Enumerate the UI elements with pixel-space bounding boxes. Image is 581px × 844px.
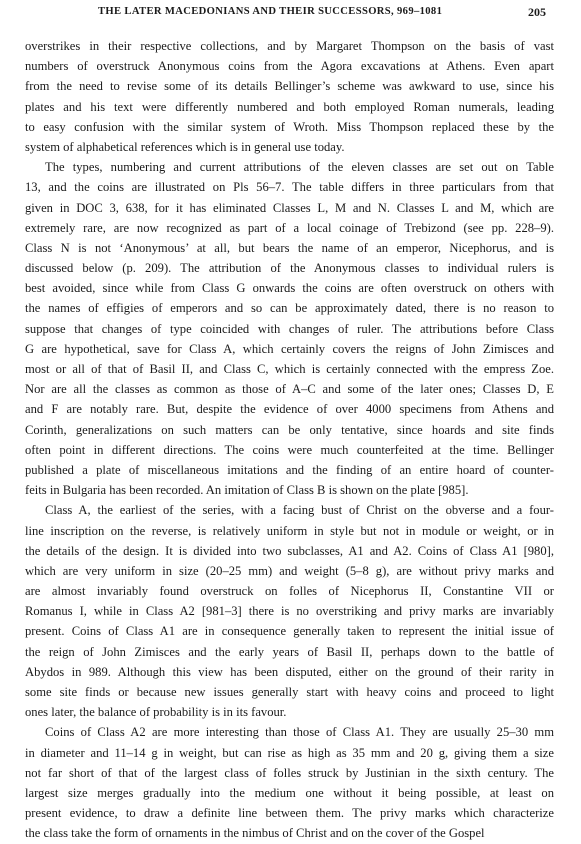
text-line: largest size merges gradually into the medium one without it being possible, at least on bbox=[25, 785, 554, 800]
text-line: from the need to revise some of its details Bellinger’s scheme was awkward to use, since his bbox=[25, 79, 554, 94]
text-line: present evidence, to draw a definite line between them. The privy marks which characterize bbox=[25, 806, 554, 821]
text-line: Coins of Class A2 are more interesting than those of Class A1. They are usually 25–30 mm bbox=[45, 725, 554, 740]
text-line: not far short of that of the largest class of folles struck by Justinian in the sixth century. The bbox=[25, 765, 554, 780]
text-line: discussed below (p. 209). The attribution of the Anonymous classes to individual rulers is bbox=[25, 261, 554, 276]
text-line: in diameter and 11–14 g in weight, but can rise as high as 35 mm and 20 g, giving them a size bbox=[25, 745, 554, 760]
text-line: ones later, the balance of probability is in its favour. bbox=[25, 705, 287, 720]
text-line: Class A, the earliest of the series, with a facing bust of Christ on the obverse and a four- bbox=[45, 503, 554, 518]
text-line: most or all of that of Basil II, and Class C, which is certainly connected with the empress Zoe. bbox=[25, 362, 554, 376]
text-line: which are very uniform in size (20–25 mm) and weight (5–8 g), are without privy marks and bbox=[25, 563, 554, 578]
text-line: the reign of John Zimisces and the early years of Basil II, perhaps down to the battle of bbox=[25, 644, 554, 659]
text-line: Romanus I, while in Class A2 [981–3] there is no overstriking and privy marks are invariably bbox=[25, 604, 554, 619]
text-line: line inscription on the reverse, is relatively uniform in style but not in module or weight, or in bbox=[25, 523, 554, 538]
text-line: numbers of overstruck Anonymous coins from the Agora excavations at Athens. Even apart bbox=[25, 59, 554, 74]
text-line: Corinth, generalizations on such matters can be only tentative, since hoards and site finds bbox=[25, 422, 554, 437]
text-line: given in DOC 3, 638, for it has eliminated Classes L, M and N. Classes L and M, which are bbox=[25, 200, 554, 215]
text-line: The types, numbering and current attributions of the eleven classes are set out on Table bbox=[45, 160, 554, 175]
text-line: feits in Bulgaria has been recorded. An imitation of Class B is shown on the plate [985]. bbox=[25, 483, 469, 498]
paragraph bbox=[25, 500, 554, 722]
text-line: overstrikes in their respective collections, and by Margaret Thompson on the basis of vast bbox=[25, 39, 554, 53]
body-text bbox=[25, 36, 554, 844]
text-line: suppose that changes of type coincided with changes of ruler. The attributions before Class bbox=[25, 321, 554, 336]
text-line: extremely rare, are now recognized as part of a local coinage of Trebizond (see pp. 228–9). bbox=[25, 220, 554, 235]
text-line: the class take the form of ornaments in the nimbus of Christ and on the cover of the Gospel bbox=[25, 826, 485, 841]
running-head: THE LATER MACEDONIANS AND THEIR SUCCESSORS, 969–1081 bbox=[98, 6, 443, 17]
text-line: the details of the design. It is divided into two subclasses, A1 and A2. Coins of Class A1 [980], bbox=[25, 543, 554, 558]
text-line: are almost invariably found overstruck on folles of Nicephorus II, Constantine VII or bbox=[25, 584, 554, 599]
page-number: 205 bbox=[528, 5, 546, 19]
text-line: Nor are all the classes as common as those of A–C and some of the later ones; Classes D, E bbox=[25, 382, 554, 397]
text-line: plates and his text were differently numbered and both employed Roman numerals, leading bbox=[25, 99, 554, 114]
text-line: and F are notably rare. But, despite the evidence of over 4000 specimens from Athens and bbox=[25, 402, 554, 417]
paragraph bbox=[25, 722, 554, 843]
text-line: often point in different directions. The coins were much counterfeited at the time. Bellinger bbox=[25, 442, 554, 457]
text-line: 13, and the coins are illustrated on Pls 56–7. The table differs in three particulars from that bbox=[25, 180, 554, 195]
text-line: the names of effigies of emperors and so can be approximately dated, there is no reason to bbox=[25, 301, 554, 316]
text-line: present. Coins of Class A1 are in consequence generally taken to represent the initial issue of bbox=[25, 624, 554, 639]
text-line: G are hypothetical, save for Class A, which certainly covers the reigns of John Zimisces and bbox=[25, 341, 554, 356]
text-line: published a plate of miscellaneous imitations and the finding of an entire hoard of counter- bbox=[25, 462, 554, 477]
text-line: Abydos in 989. Although this view has been disputed, either on the ground of their rarity in bbox=[25, 664, 554, 679]
paragraph bbox=[25, 157, 554, 500]
text-line: system of alphabetical references which is in general use today. bbox=[25, 139, 345, 154]
text-line: to easy confusion with the similar system of Wroth. Miss Thompson replaced these by the bbox=[25, 119, 554, 134]
text-line: some site finds or because new issues generally start with heavy coins and proceed to light bbox=[25, 685, 554, 699]
paragraph bbox=[25, 36, 554, 157]
text-line: best avoided, since while from Class G onwards the coins are often overstruck on others with bbox=[25, 281, 554, 296]
text-line: Class N is not ‘Anonymous’ at all, but bears the name of an emperor, Nicephorus, and is bbox=[25, 240, 554, 255]
